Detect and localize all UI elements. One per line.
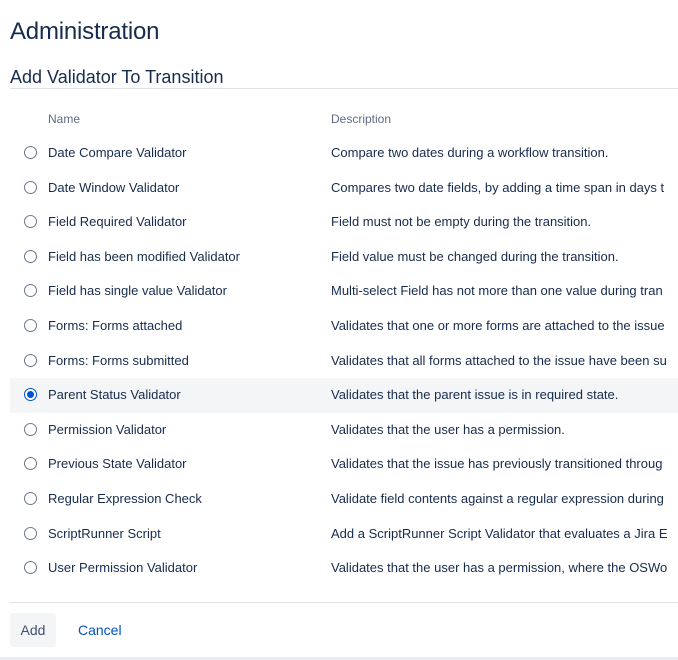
- table-row[interactable]: [10, 344, 678, 379]
- section-title: Add Validator To Transition: [10, 67, 224, 87]
- validator-radio[interactable]: [24, 388, 37, 401]
- validator-radio[interactable]: [24, 215, 37, 228]
- table-row[interactable]: [10, 447, 678, 482]
- validator-description: Validates that one or more forms are attached to the issue: [331, 317, 665, 333]
- validator-radio[interactable]: [24, 146, 37, 159]
- validator-radio[interactable]: [24, 423, 37, 436]
- table-row[interactable]: [10, 274, 678, 309]
- table-header: [10, 104, 678, 136]
- validator-name[interactable]: Field Required Validator: [48, 214, 187, 230]
- validator-description: Field must not be empty during the transition.: [331, 214, 592, 230]
- footer-divider: [10, 602, 678, 603]
- table-row[interactable]: [10, 413, 678, 448]
- table-row[interactable]: [10, 240, 678, 275]
- validator-description: Validates that the parent issue is in required state.: [331, 387, 619, 403]
- validator-name[interactable]: Previous State Validator: [48, 456, 187, 472]
- validator-description: Validates that the user has a permission.: [331, 421, 565, 437]
- table-row[interactable]: [10, 378, 678, 413]
- validator-name[interactable]: Parent Status Validator: [48, 387, 181, 403]
- cancel-button[interactable]: Cancel: [70, 613, 130, 647]
- validator-radio[interactable]: [24, 319, 37, 332]
- column-header-name: Name: [48, 112, 81, 126]
- validator-radio[interactable]: [24, 354, 37, 367]
- table-row[interactable]: [10, 517, 678, 552]
- validator-name[interactable]: Field has single value Validator: [48, 283, 227, 299]
- validator-description: Multi-select Field has not more than one value during tran: [331, 283, 663, 299]
- validator-description: Compare two dates during a workflow transition.: [331, 145, 609, 160]
- validator-description: Compares two date fields, by adding a time span in days t: [331, 179, 665, 195]
- add-button[interactable]: Add: [10, 613, 56, 647]
- table-row[interactable]: [10, 205, 678, 240]
- validator-radio[interactable]: [24, 561, 37, 574]
- table-row[interactable]: [10, 136, 678, 171]
- column-header-description: Description: [331, 112, 392, 126]
- table-row[interactable]: [10, 482, 678, 517]
- page-title: Administration: [10, 18, 160, 45]
- table-body: [10, 136, 678, 586]
- validator-table: [10, 104, 678, 586]
- table-row[interactable]: [10, 551, 678, 586]
- validator-radio[interactable]: [24, 250, 37, 263]
- validator-radio[interactable]: [24, 457, 37, 470]
- validator-name[interactable]: Forms: Forms attached: [48, 317, 183, 333]
- validator-name[interactable]: Date Compare Validator: [48, 145, 187, 160]
- validator-name[interactable]: User Permission Validator: [48, 560, 198, 576]
- validator-description: Validates that the user has a permission, where the OSWo: [331, 560, 668, 576]
- validator-description: Add a ScriptRunner Script Validator that evaluates a Jira E: [331, 525, 668, 541]
- validator-description: Validates that the issue has previously transitioned throug: [331, 456, 663, 472]
- table-row[interactable]: [10, 309, 678, 344]
- validator-name[interactable]: Field has been modified Validator: [48, 248, 240, 264]
- validator-description: Validates that all forms attached to the issue have been su: [331, 352, 667, 368]
- validator-radio[interactable]: [24, 527, 37, 540]
- title-divider: [10, 88, 678, 89]
- validator-radio[interactable]: [24, 492, 37, 505]
- table-row[interactable]: [10, 171, 678, 206]
- validator-name[interactable]: Date Window Validator: [48, 179, 180, 195]
- validator-name[interactable]: Permission Validator: [48, 421, 167, 437]
- validator-name[interactable]: Forms: Forms submitted: [48, 352, 189, 368]
- validator-radio[interactable]: [24, 181, 37, 194]
- validator-description: Field value must be changed during the transition.: [331, 248, 619, 264]
- validator-name[interactable]: ScriptRunner Script: [48, 525, 161, 541]
- validator-radio[interactable]: [24, 284, 37, 297]
- validator-description: Validate field contents against a regular expression during: [331, 490, 664, 506]
- validator-name[interactable]: Regular Expression Check: [48, 490, 202, 506]
